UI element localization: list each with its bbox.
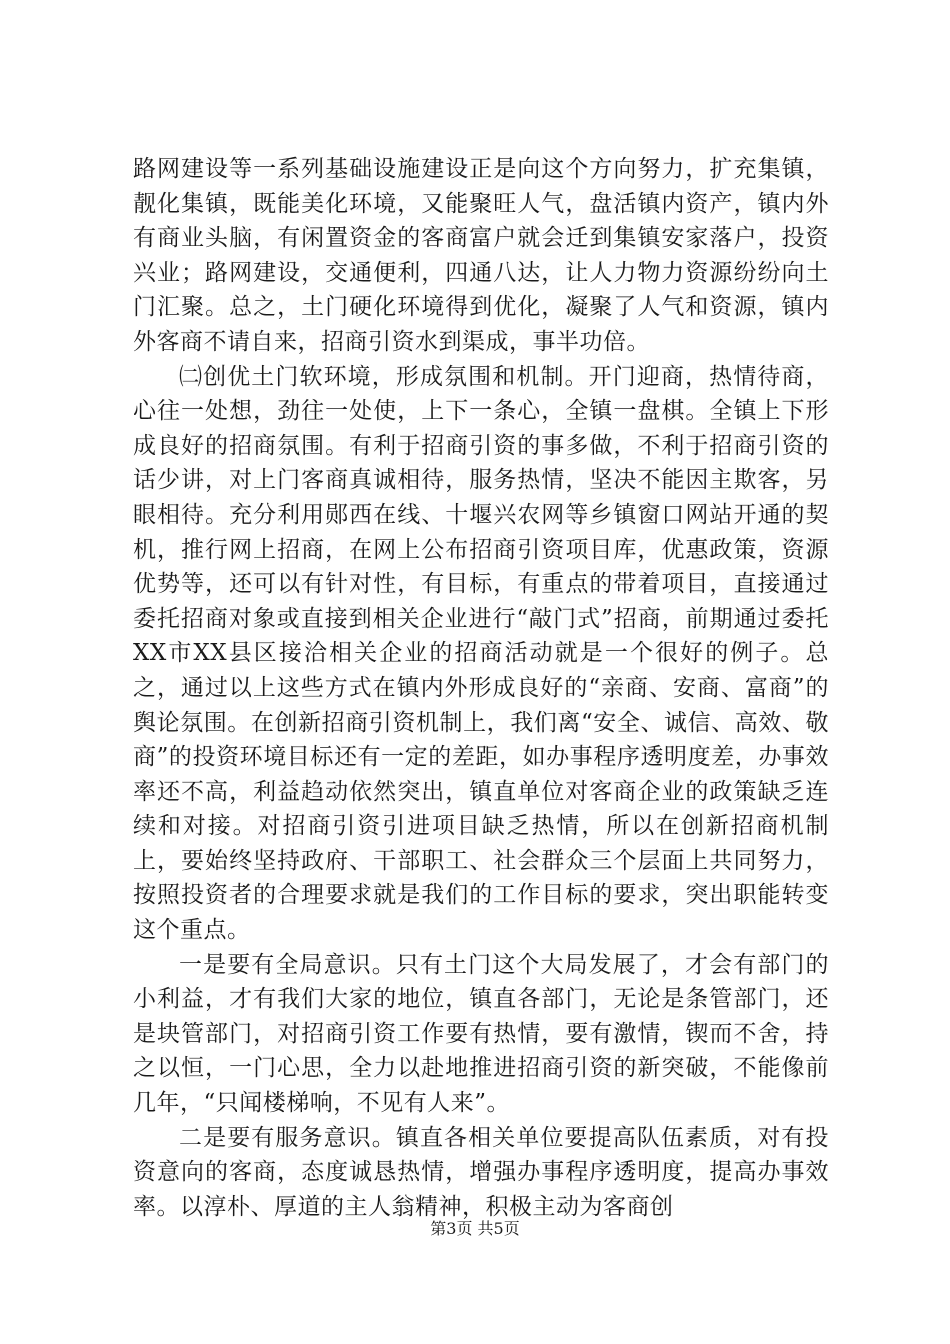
paragraph-overall-awareness: 一是要有全局意识。只有土门这个大局发展了，才会有部门的小利益，才有我们大家的地位，镇直各部门，无论是条管部门，还是块管部门，对招商引资工作要有热情，要有激情，锲而不舍，持之以恒，一门心思，全力以赴地推进招商引资的新突破，不能像前几年，“只闻楼梯响，不见有人来”。 [133,951,829,1117]
paragraph-service-awareness: 二是要有服务意识。镇直各相关单位要提高队伍素质，对有投资意向的客商，态度诚恳热情，增强办事程序透明度，提高办事效率。以淳朴、厚道的主人翁精神，积极主动为客商创 [133,1124,829,1220]
document-body [133,152,829,1224]
page-number-footer: 第3页 共5页 [430,1219,520,1238]
paragraph-soft-environment: ㈡创优土门软环境，形成氛围和机制。开门迎商，热情待商，心往一处想，劲往一处使，上下一条心，全镇一盘棋。全镇上下形成良好的招商氛围。有利于招商引资的事多做，不利于招商引资的话少讲，对上门客商真诚相待，服务热情，坚决不能因主欺客，另眼相待。充分利用郧西在线、十堰兴农网等乡镇窗口网站开通的契机，推行网上招商，在网上公布招商引资项目库，优惠政策，资源优势等，还可以有针对性，有目标，有重点的带着项目，直接通过委托招商对象或直接到相关企业进行“敲门式”招商，前期通过委托XX市XX县区接洽相关企业的招商活动就是一个很好的例子。总之，通过以上这些方式在镇内外形成良好的“亲商、安商、富商”的舆论氛围。在创新招商引资机制上，我们离“安全、诚信、高效、敬商”的投资环境目标还有一定的差距，如办事程序透明度差，办事效率还不高，利益趋动依然突出，镇直单位对客商企业的政策缺乏连续和对接。对招商引资引进项目缺乏热情，所以在创新招商机制上，要始终坚持政府、干部职工、社会群众三个层面上共同努力，按照投资者的合理要求就是我们的工作目标的要求，突出职能转变这个重点。 [133,363,829,944]
paragraph-continuation: 路网建设等一系列基础设施建设正是向这个方向努力，扩充集镇，靓化集镇，既能美化环境，又能聚旺人气，盘活镇内资产，镇内外有商业头脑，有闲置资金的客商富户就会迁到集镇安家落户，投资兴业；路网建设，交通便利，四通八达，让人力物力资源纷纷向土门汇聚。总之，土门硬化环境得到优化，凝聚了人气和资源，镇内外客商不请自来，招商引资水到渠成，事半功倍。 [133,156,829,355]
